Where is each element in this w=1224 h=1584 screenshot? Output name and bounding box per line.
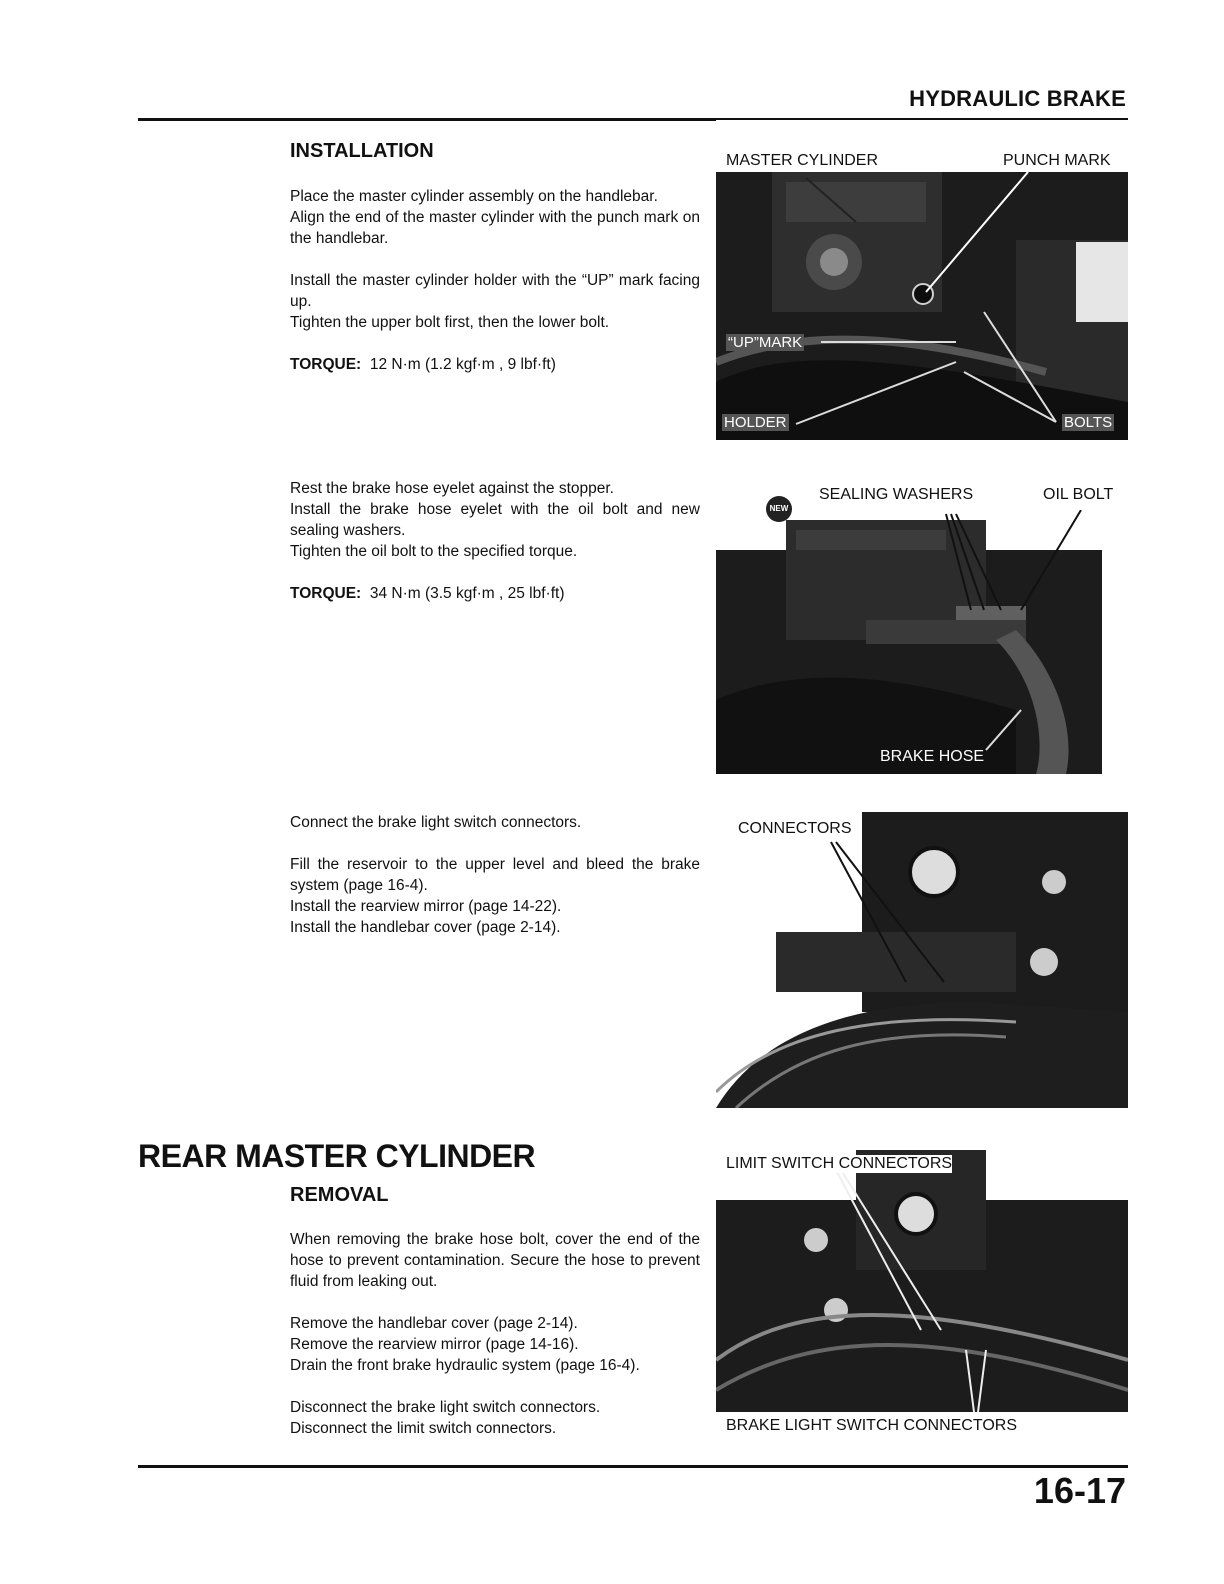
rear-master-cylinder-heading: REAR MASTER CYLINDER [138, 1138, 536, 1174]
torque-spec-1 [290, 354, 700, 375]
step-tighten-oil-bolt: Tighten the oil bolt to the specified torque. [290, 543, 578, 560]
punch-mark-pointer [716, 172, 1128, 322]
bottom-rule [138, 1465, 1128, 1468]
step-install-eyelet: Install the brake hose eyelet with the oil bolt and new sealing washers. [290, 501, 700, 539]
step-disconnect-limit: Disconnect the limit switch connectors. [290, 1420, 557, 1437]
new-parts-icon: NEW [766, 496, 792, 522]
step-install-cover: Install the handlebar cover (page 2-14). [290, 919, 561, 936]
step-align-punch: Align the end of the master cylinder with the punch mark on the handlebar. [290, 209, 700, 247]
step-connect-connectors: Connect the brake light switch connectors. [290, 814, 582, 831]
label-punch-mark: PUNCH MARK [1003, 152, 1111, 169]
step-install-mirror: Install the rearview mirror (page 14-22). [290, 898, 562, 915]
step-remove-mirror: Remove the rearview mirror (page 14-16). [290, 1336, 579, 1353]
torque-label: TORQUE: [290, 356, 362, 373]
page-number: 16-17 [1033, 1470, 1126, 1511]
label-brake-hose: BRAKE HOSE [880, 748, 985, 765]
label-up-mark: “UP”MARK [728, 334, 803, 351]
label-connectors: CONNECTORS [738, 820, 852, 837]
step-rest-eyelet: Rest the brake hose eyelet against the stopper. [290, 480, 614, 497]
step-tighten-bolts: Tighten the upper bolt first, then the lower bolt. [290, 314, 610, 331]
removal-heading: REMOVAL [290, 1184, 389, 1206]
torque-value: 12 N·m (1.2 kgf·m , 9 lbf·ft) [369, 356, 556, 373]
label-master-cylinder: MASTER CYLINDER [726, 152, 879, 169]
step-drain-system: Drain the front brake hydraulic system (page 16-4). [290, 1357, 640, 1374]
step-fill-reservoir: Fill the reservoir to the upper level and bleed the brake system (page 16-4). [290, 856, 700, 894]
label-sealing-washers: SEALING WASHERS [819, 486, 974, 503]
header-title: HYDRAULIC BRAKE [909, 86, 1126, 111]
installation-steps-3 [290, 812, 700, 938]
torque-spec-2 [290, 583, 700, 604]
label-brake-light-switch-connectors: BRAKE LIGHT SWITCH CONNECTORS [726, 1417, 1017, 1434]
figure-rear-removal [716, 1150, 1128, 1442]
removal-note: When removing the brake hose bolt, cover the end of the hose to prevent contamination. Secure the hose to prevent fluid from leaking out. [290, 1231, 700, 1290]
torque-label: TORQUE: [290, 585, 362, 602]
label-holder: HOLDER [724, 414, 787, 431]
label-bolts: BOLTS [1064, 414, 1113, 431]
label-limit-switch-connectors: LIMIT SWITCH CONNECTORS [726, 1155, 953, 1172]
removal-steps [290, 1229, 700, 1439]
figure-oil-bolt-install [716, 510, 1102, 774]
step-install-holder: Install the master cylinder holder with the “UP” mark facing up. [290, 272, 700, 310]
step-place-cylinder: Place the master cylinder assembly on the handlebar. [290, 188, 658, 205]
step-disconnect-brake-light: Disconnect the brake light switch connectors. [290, 1399, 601, 1416]
installation-heading: INSTALLATION [290, 140, 434, 162]
installation-steps-1 [290, 186, 700, 375]
torque-value: 34 N·m (3.5 kgf·m , 25 lbf·ft) [369, 585, 565, 602]
label-oil-bolt: OIL BOLT [1043, 486, 1114, 503]
figure-connectors-install [716, 812, 1128, 1108]
installation-steps-2 [290, 478, 700, 604]
step-remove-cover: Remove the handlebar cover (page 2-14). [290, 1315, 578, 1332]
